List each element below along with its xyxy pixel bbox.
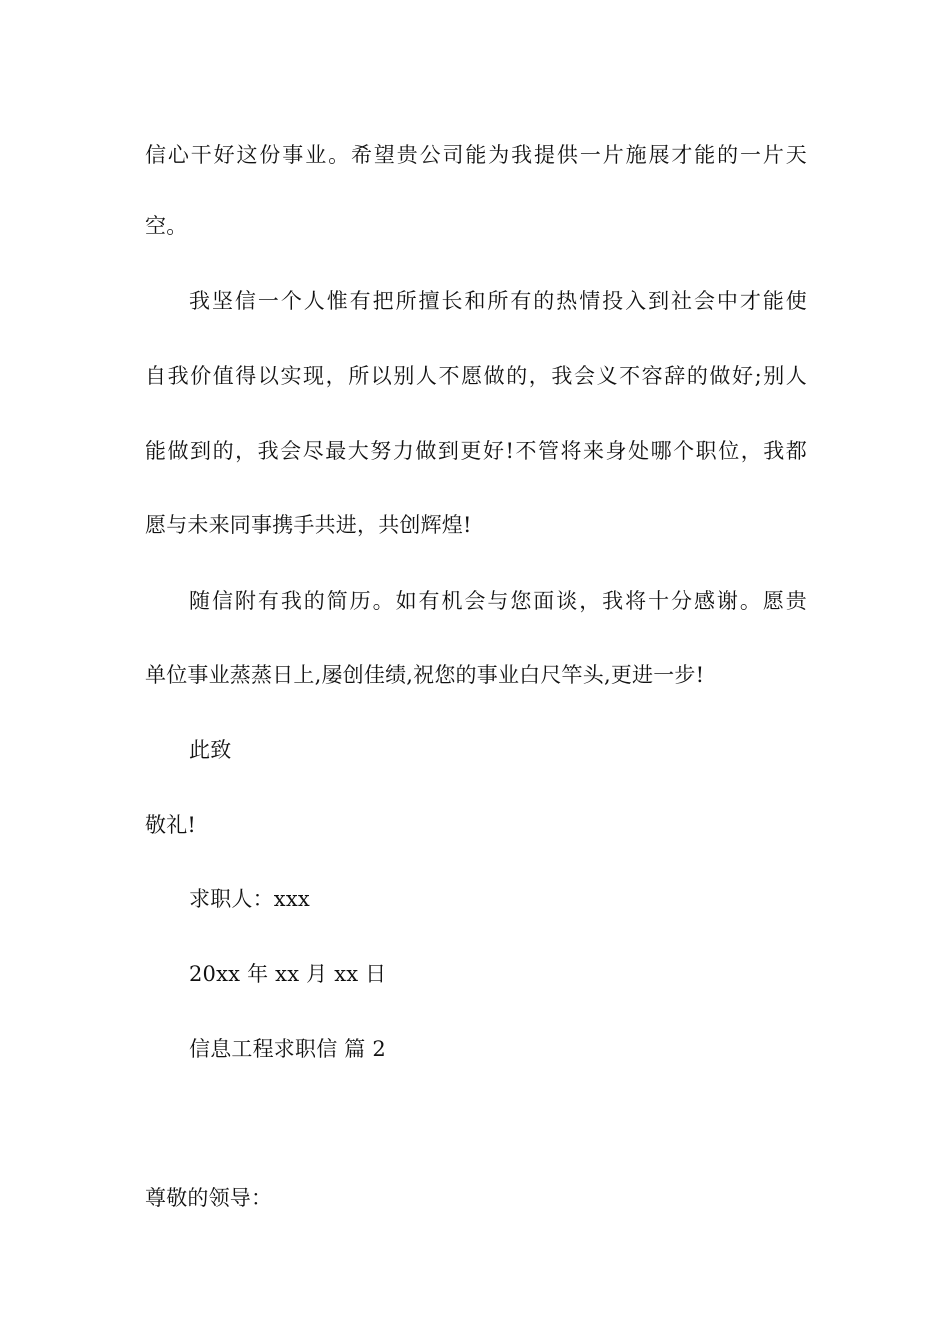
signature-date: 20xx 年 xx 月 xx 日 (189, 962, 387, 986)
closing-salutation: 此致 (189, 738, 232, 762)
paragraph-line-6: 愿与未来同事携手共进，共创辉煌! (145, 513, 472, 537)
paragraph-line-3: 我坚信一个人惟有把所擅长和所有的热情投入到社会中才能使 (189, 289, 807, 313)
greeting-line: 尊敬的领导： (145, 1186, 273, 1210)
closing-regards: 敬礼! (145, 813, 197, 837)
paragraph-line-4: 自我价值得以实现，所以别人不愿做的，我会义不容辞的做好;别人 (145, 364, 807, 388)
section-heading: 信息工程求职信 篇 2 (189, 1037, 386, 1061)
paragraph-line-8: 单位事业蒸蒸日上,屡创佳绩,祝您的事业白尺竿头,更进一步! (145, 663, 705, 687)
paragraph-line-2: 空。 (145, 214, 188, 238)
paragraph-line-5: 能做到的，我会尽最大努力做到更好!不管将来身处哪个职位，我都 (145, 439, 807, 463)
paragraph-line-7: 随信附有我的简历。如有机会与您面谈，我将十分感谢。愿贵 (189, 589, 807, 613)
signature-applicant: 求职人：xxx (189, 887, 310, 911)
paragraph-line-1: 信心干好这份事业。希望贵公司能为我提供一片施展才能的一片天 (145, 143, 807, 167)
